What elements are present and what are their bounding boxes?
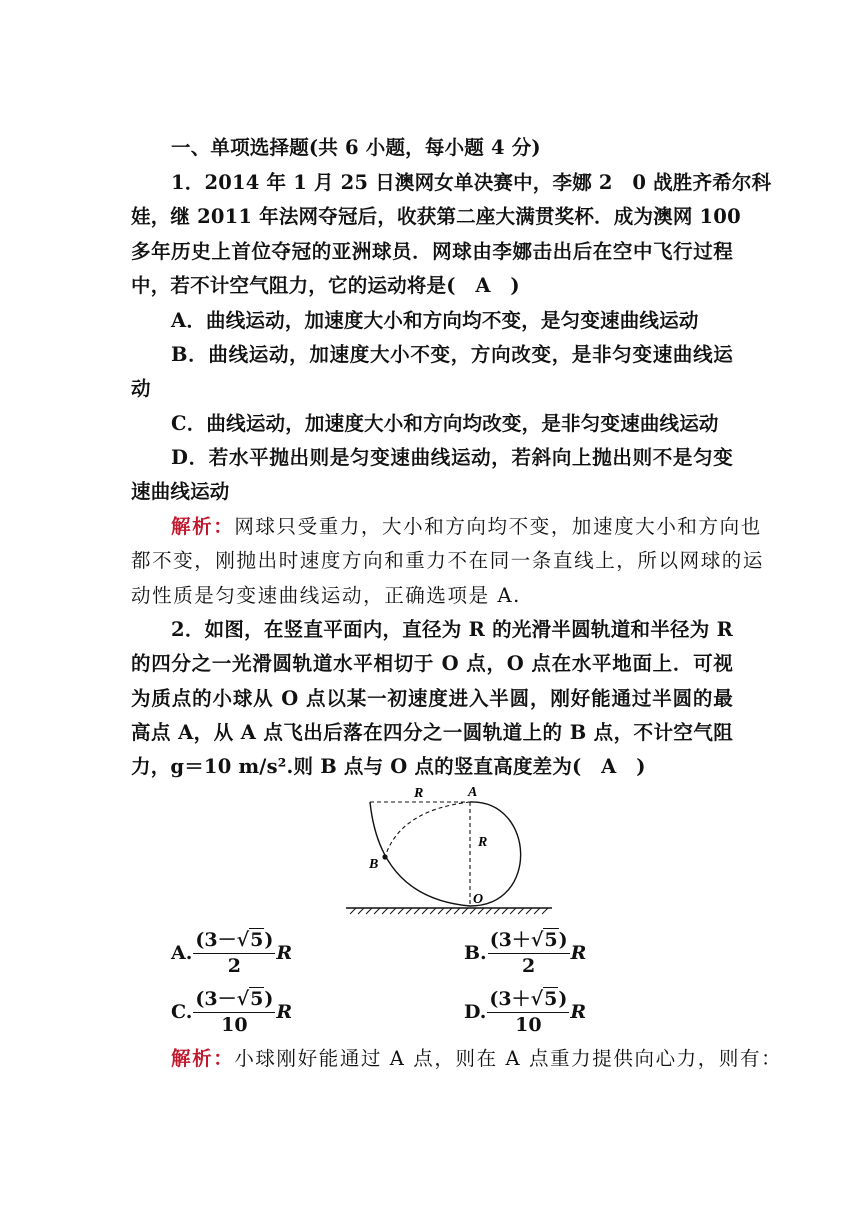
label-r-side: R [478, 835, 488, 850]
q1-stem-line-2: 娃，继 2011 年法网夺冠后，收获第二座大满贯奖杯．成为澳网 100 [131, 205, 741, 228]
q1-solution-line-2: 都不变，刚抛出时速度方向和重力不在同一条直线上，所以网球的运 [131, 549, 765, 572]
label-r-top: R [414, 786, 424, 801]
point-b [382, 854, 387, 859]
q2-option-d: D. $\frac{(3+√5)}{10}$ R [464, 988, 587, 1036]
quarter-track [370, 802, 470, 906]
q1-option-b: B．曲线运动，加速度大小不变，方向改变，是非匀变速曲线运 [171, 343, 733, 366]
track-diagram [340, 780, 560, 920]
q1-stem-line-3: 多年历史上首位夺冠的亚洲球员．网球由李娜击出后在空中飞行过程 [131, 240, 733, 263]
q1-stem-line-4: 中，若不计空气阻力，它的运动将是( A ) [131, 274, 520, 297]
q2-option-a: A. $\frac{(3-√5)}{2}$ R [171, 929, 293, 977]
q2-solution-line-1: 解析：小球刚好能通过 A 点，则在 A 点重力提供向心力，则有： [171, 1047, 783, 1070]
q1-option-c: C．曲线运动，加速度大小和方向均改变，是非匀变速曲线运动 [171, 412, 719, 435]
q2-stem-line-2: 的四分之一光滑圆轨道水平相切于 O 点，O 点在水平地面上．可视 [131, 652, 733, 675]
q2-stem-line-5: 力，g＝10 m/s².则 B 点与 O 点的竖直高度差为( A ) [131, 755, 646, 778]
q2-stem-line-1: 2．如图，在竖直平面内，直径为 R 的光滑半圆轨道和半径为 R [171, 618, 733, 641]
semicircle-track [470, 802, 521, 906]
q1-stem-line-1: 1．2014 年 1 月 25 日澳网女单决赛中，李娜 2 0 战胜齐希尔科 [171, 171, 772, 194]
q1-option-a: A．曲线运动，加速度大小和方向均不变，是匀变速曲线运动 [171, 309, 699, 332]
label-b: B [369, 857, 379, 872]
trajectory [385, 802, 470, 857]
q2-option-c: C. $\frac{(3-√5)}{10}$ R [171, 988, 293, 1036]
section-title: 一、单项选择题(共 6 小题，每小题 4 分) [171, 136, 541, 159]
q2-stem-line-4: 高点 A，从 A 点飞出后落在四分之一圆轨道上的 B 点，不计空气阻 [131, 721, 733, 744]
q1-option-d-cont: 速曲线运动 [131, 480, 230, 503]
solution-label: 解析： [171, 515, 235, 538]
label-a: A [468, 785, 478, 800]
q1-option-b-cont: 动 [131, 377, 151, 400]
q2-stem-line-3: 为质点的小球从 O 点以某一初速度进入半圆，刚好能通过半圆的最 [131, 687, 733, 710]
q1-solution-line-1: 解析：网球只受重力，大小和方向均不变，加速度大小和方向也 [171, 515, 762, 538]
q2-option-b: B. $\frac{(3+√5)}{2}$ R [464, 929, 587, 977]
q1-option-d: D．若水平抛出则是匀变速曲线运动，若斜向上抛出则不是匀变 [171, 446, 733, 469]
solution-label: 解析： [171, 1047, 235, 1070]
label-o: O [473, 892, 484, 907]
q1-solution-line-3: 动性质是匀变速曲线运动，正确选项是 A. [131, 584, 521, 607]
